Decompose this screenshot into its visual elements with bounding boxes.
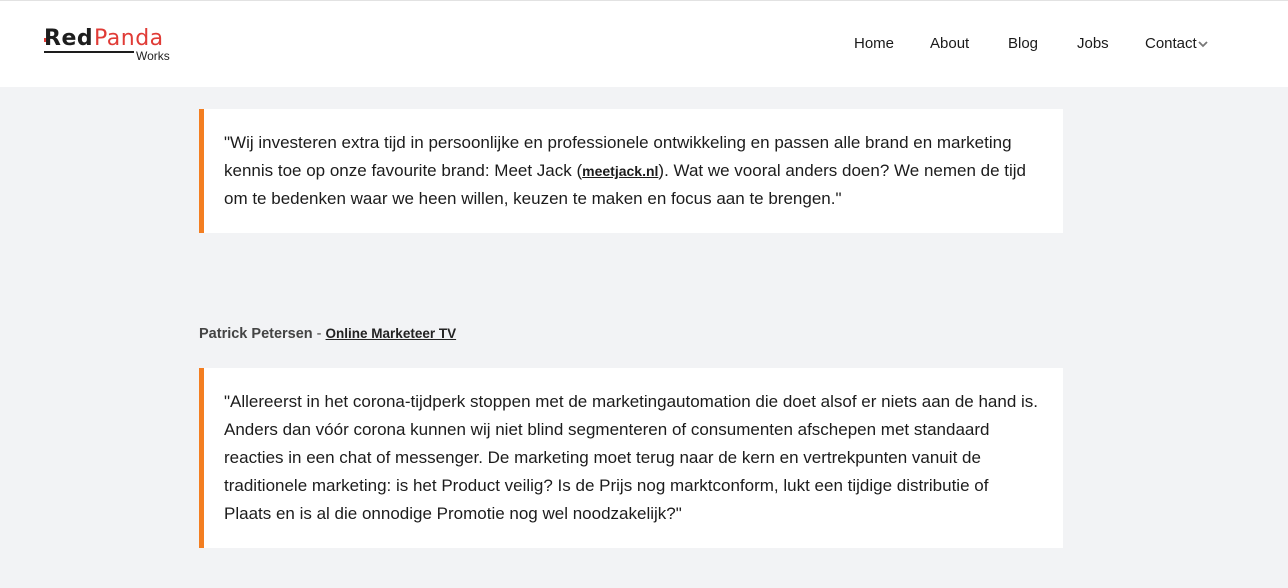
nav-blog[interactable]: Blog bbox=[1008, 35, 1039, 52]
quote-text-1: "Wij investeren extra tijd in persoonlijke en professionele ontwikkeling en passen alle brand en marketing kennis toe op onze favourite brand: Meet Jack (meetjack.nl). Wat we vooral anders doen? We nemen de tijd om te bedenken waar we heen willen, keuzen te maken en focus aan te brengen." bbox=[224, 133, 1027, 208]
site-header bbox=[0, 0, 1288, 87]
nav-jobs[interactable]: Jobs bbox=[1077, 35, 1109, 52]
quote-text-2: "Allereerst in het corona-tijdperk stoppen met de marketingautomation die doet alsof er niets aan de hand is. Anders dan vóór corona kunnen wij niet blind segmenteren of consumenten afschepen met standaard reacties in een chat of messenger. De marketing moet terug naar de kern en vertrekpunten vanuit de traditionele marketing: is het Product veilig? Is de Prijs nog marktconform, lukt een tijdige distributie of Plaats en is al die onnodige Promotie nog wel noodzakelijk?" bbox=[224, 392, 1039, 523]
company-link[interactable]: Online Marketeer TV bbox=[325, 326, 457, 341]
meetjack-link[interactable]: meetjack.nl bbox=[582, 163, 659, 179]
nav-home[interactable]: Home bbox=[854, 35, 895, 52]
main-nav bbox=[0, 35, 1288, 55]
logo-word-works: Works bbox=[136, 49, 170, 63]
quote-block-1 bbox=[199, 109, 1063, 233]
author-name: Patrick Petersen bbox=[199, 326, 313, 342]
nav-contact[interactable]: Contact bbox=[1145, 35, 1197, 52]
logo-word-panda: Panda bbox=[94, 26, 164, 51]
quote-block-2 bbox=[199, 368, 1063, 548]
logo-word-red: Red bbox=[44, 26, 94, 51]
author-separator: - bbox=[312, 326, 326, 342]
chevron-down-icon[interactable] bbox=[1198, 39, 1208, 49]
nav-about[interactable]: About bbox=[930, 35, 970, 52]
author-line bbox=[199, 326, 456, 342]
